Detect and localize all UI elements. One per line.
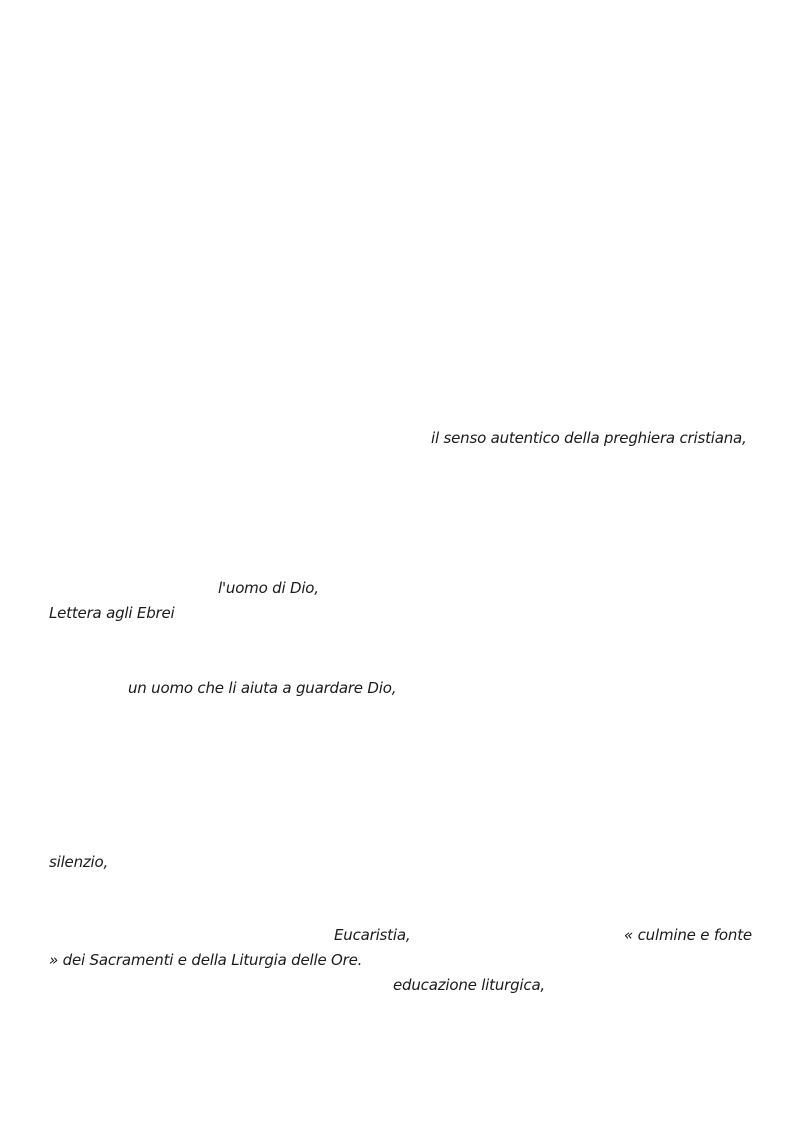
italic-phrase-guardare-dio: un uomo che li aiuta a guardare Dio, <box>128 679 397 697</box>
italic-phrase-lettera-agli-ebrei: Lettera agli Ebrei <box>49 604 175 622</box>
italic-phrase-culmine-e-fonte: « culmine e fonte <box>624 926 752 944</box>
italic-phrase-preghiera-cristiana: il senso autentico della preghiera cristiana, <box>431 429 747 447</box>
italic-phrase-eucaristia: Eucaristia, <box>334 926 411 944</box>
italic-phrase-silenzio: silenzio, <box>49 853 109 871</box>
italic-phrase-uomo-di-dio: l'uomo di Dio, <box>218 579 319 597</box>
italic-phrase-educazione-liturgica: educazione liturgica, <box>393 976 546 994</box>
italic-phrase-sacramenti-liturgia: » dei Sacramenti e della Liturgia delle Ore. <box>49 951 363 969</box>
